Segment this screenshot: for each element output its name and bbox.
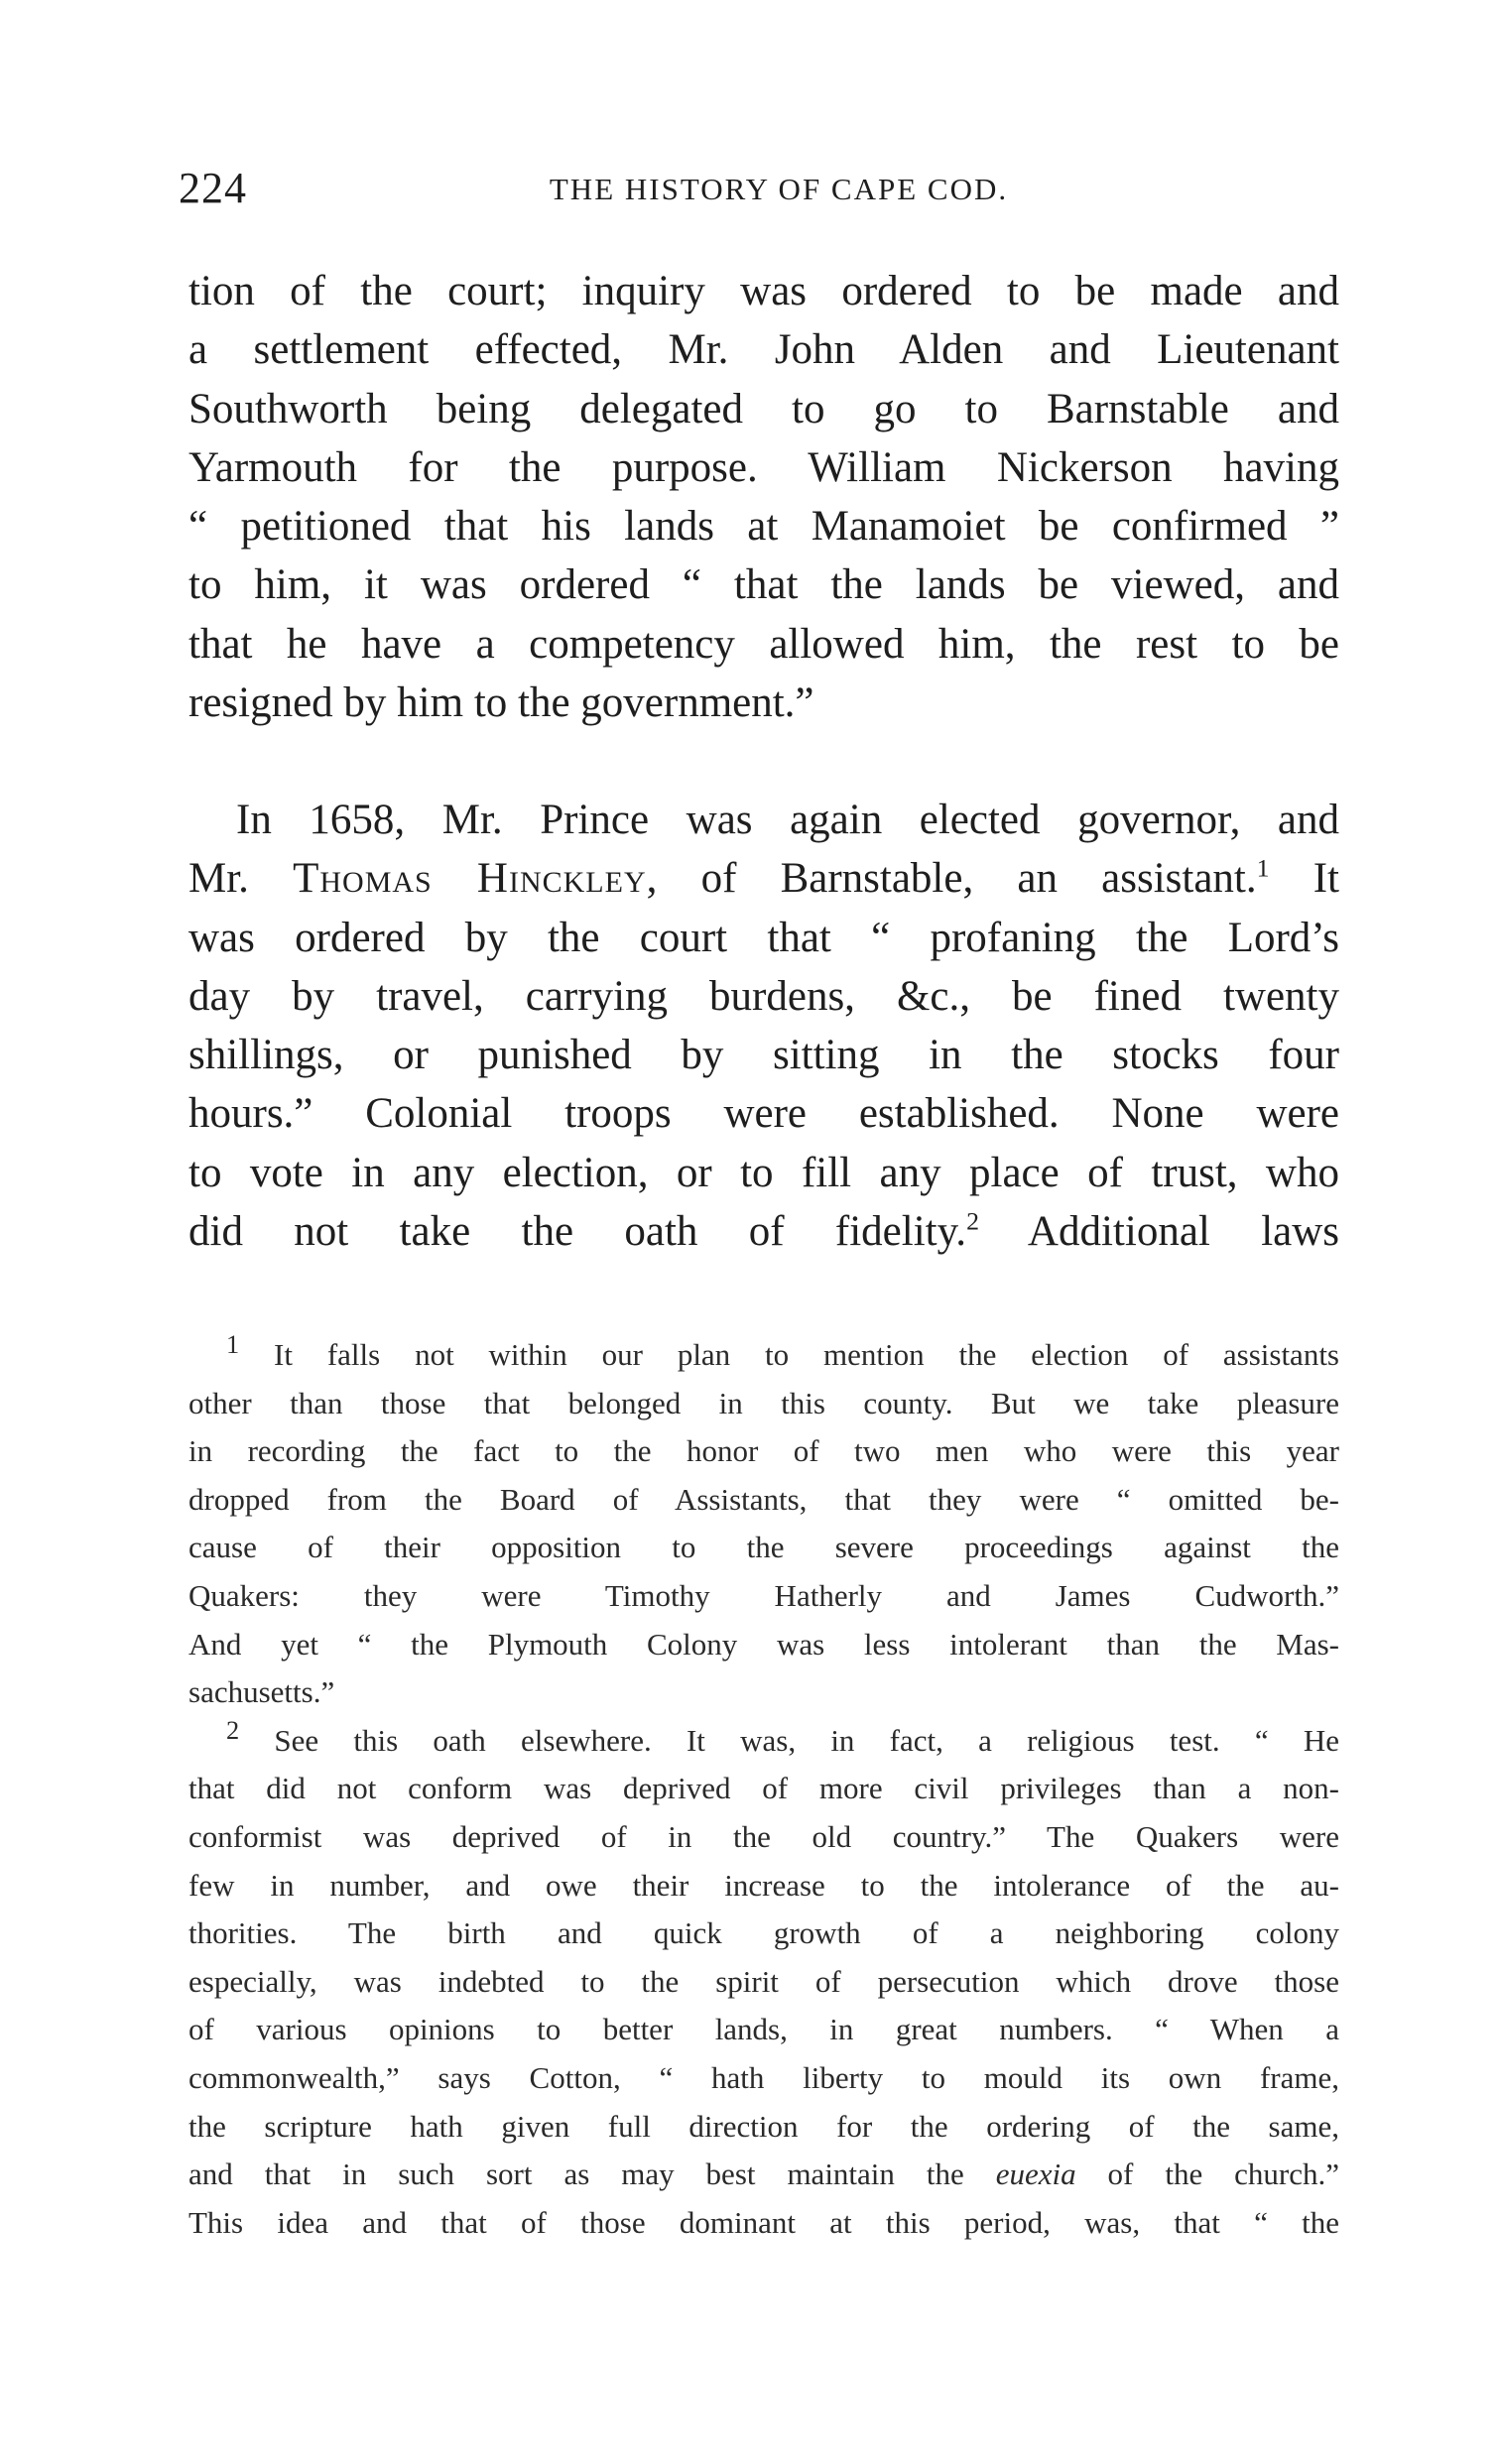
footnote-line: in recording the fact to the honor of two men who were this year bbox=[188, 1433, 1339, 1469]
page-header bbox=[179, 164, 1339, 213]
footnote-line: thorities. The birth and quick growth of a neighboring colony bbox=[188, 1915, 1339, 1951]
footnote-marker: 2 bbox=[226, 1716, 240, 1745]
footnotes bbox=[188, 1331, 1339, 2247]
footnote-line bbox=[188, 2151, 1339, 2199]
footnote-line: dropped from the Board of Assistants, that they were “ omitted be- bbox=[188, 1481, 1339, 1517]
text-line: that he have a competency allowed him, the rest to be bbox=[188, 620, 1339, 668]
footnote-line: conformist was deprived of in the old country.” The Quakers were bbox=[188, 1818, 1339, 1854]
footnote-line: sachusetts.” bbox=[188, 1674, 335, 1710]
text-run: See this oath elsewhere. It was, in fact, a religious test. “ He bbox=[239, 1722, 1339, 1758]
text-run: It bbox=[1269, 855, 1339, 903]
footnote-line bbox=[188, 1331, 1339, 1380]
text-line: “ petitioned that his lands at Manamoiet be confirmed ” bbox=[188, 503, 1339, 551]
page-number: 224 bbox=[179, 164, 247, 212]
text-line: resigned by him to the government.” bbox=[188, 679, 814, 727]
text-run: Mr. bbox=[188, 855, 294, 903]
footnote-line bbox=[188, 1717, 1339, 1766]
text-run: It falls not within our plan to mention the election of assistants bbox=[239, 1337, 1339, 1372]
text-run: Additional laws bbox=[978, 1208, 1339, 1256]
text-line: to vote in any election, or to fill any place of trust, who bbox=[188, 1149, 1339, 1196]
text-run: , of Barnstable, an assistant. bbox=[646, 855, 1257, 903]
footnote-line: This idea and that of those dominant at this period, was, that “ the bbox=[188, 2204, 1339, 2240]
text-run: of the church.” bbox=[1075, 2156, 1339, 2192]
person-name-small-caps: Thomas Hinckley bbox=[293, 855, 647, 903]
paragraph-2 bbox=[188, 791, 1339, 1261]
footnote-line: especially, was indebted to the spirit of persecution which drove those bbox=[188, 1963, 1339, 1999]
footnote-line: Quakers: they were Timothy Hatherly and James Cudworth.” bbox=[188, 1577, 1339, 1613]
italic-term: euexia bbox=[995, 2156, 1076, 2192]
footnote-line: cause of their opposition to the severe proceedings against the bbox=[188, 1530, 1339, 1565]
footnote-line: other than those that belonged in this county. But we take pleasure bbox=[188, 1385, 1339, 1420]
text-line bbox=[188, 1202, 1339, 1261]
footnote-marker: 1 bbox=[226, 1331, 240, 1360]
text-line: shillings, or punished by sitting in the stocks four bbox=[188, 1032, 1339, 1079]
footnote-reference: 2 bbox=[966, 1206, 979, 1236]
text-line: Yarmouth for the purpose. William Nickerson having bbox=[188, 443, 1339, 491]
text-line: was ordered by the court that “ profaning the Lord’s bbox=[188, 914, 1339, 961]
text-line: a settlement effected, Mr. John Alden and Lieutenant bbox=[188, 326, 1339, 374]
text-line: In 1658, Mr. Prince was again elected governor, and bbox=[236, 797, 1339, 843]
text-line: hours.” Colonial troops were established. None were bbox=[188, 1090, 1339, 1138]
footnote-line: And yet “ the Plymouth Colony was less intolerant than the Mas- bbox=[188, 1626, 1339, 1662]
footnote-line: commonwealth,” says Cotton, “ hath liberty to mould its own frame, bbox=[188, 2059, 1339, 2095]
text-line: to him, it was ordered “ that the lands be viewed, and bbox=[188, 561, 1339, 609]
running-head: THE HISTORY OF CAPE COD. bbox=[549, 172, 1009, 206]
text-line: day by travel, carrying burdens, &c., be fined twenty bbox=[188, 972, 1339, 1020]
text-line: Southworth being delegated to go to Barnstable and bbox=[188, 385, 1339, 432]
footnote-line: that did not conform was deprived of more civil privileges than a non- bbox=[188, 1771, 1339, 1806]
footnote-line: few in number, and owe their increase to the intolerance of the au- bbox=[188, 1867, 1339, 1903]
text-line: tion of the court; inquiry was ordered to be made and bbox=[188, 268, 1339, 314]
text-run: did not take the oath of fidelity. bbox=[188, 1208, 967, 1256]
text-run: and that in such sort as may best maintain the bbox=[188, 2156, 996, 2192]
footnote-line: the scripture hath given full direction for the ordering of the same, bbox=[188, 2108, 1339, 2144]
text-line bbox=[188, 849, 1339, 908]
paragraph-1 bbox=[188, 262, 1339, 732]
footnote-line: of various opinions to better lands, in great numbers. “ When a bbox=[188, 2012, 1339, 2047]
footnote-reference: 1 bbox=[1256, 853, 1270, 883]
